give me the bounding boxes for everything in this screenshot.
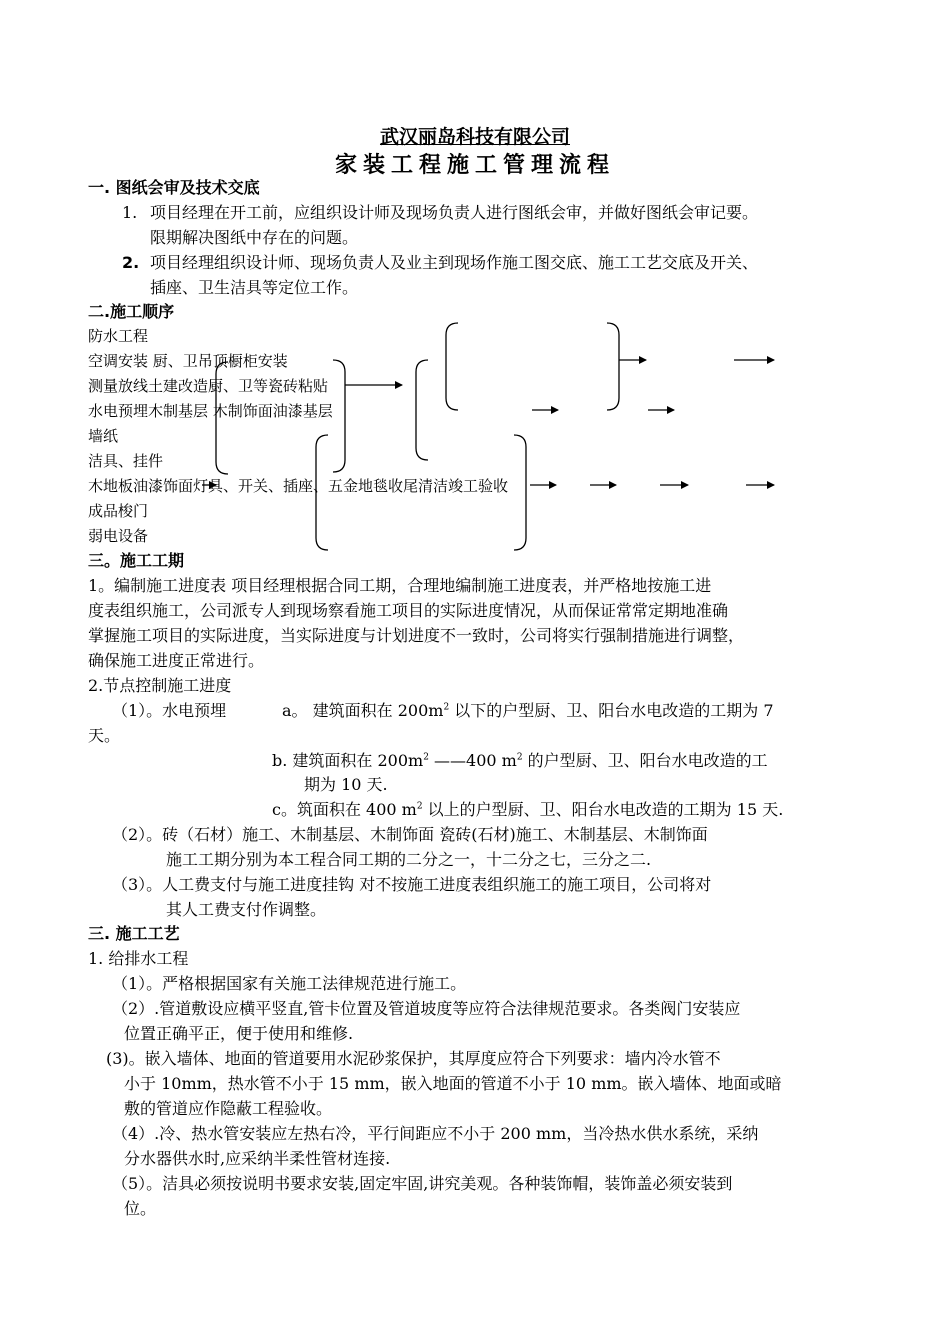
subsection-title: 1. 给排水工程 [88, 949, 189, 968]
node-3-text: （3）。人工费支付与施工进度挂钩 对不按施工进度表组织施工的施工项目，公司将对 [112, 875, 712, 894]
node-1-item-a: a。 建筑面积在 $200m^2$ 以下的户型厨、卫、阳台水电改造的工期为 7 [282, 701, 774, 720]
section-2-heading: 二.施工顺序 [88, 302, 175, 321]
section-3-heading: 三。施工工期 [88, 551, 185, 570]
schedule-paragraph-cont: 掌握施工项目的实际进度，当实际进度与计划进度不一致时，公司将实行强制措施进行调整， [88, 626, 745, 645]
node-2-text-cont: 施工工期分别为本工程合同工期的二分之一，十二分之七，三分之二. [166, 850, 652, 869]
sequence-line: 防水工程 [88, 327, 149, 345]
schedule-paragraph: 1。编制施工进度表 项目经理根据合同工期，合理地编制施工进度表，并严格地按施工进 [88, 576, 712, 595]
section-1-item-1-text: 项目经理在开工前，应组织设计师及现场负责人进行图纸会审，并做好图纸会审记要。 [150, 203, 759, 222]
sequence-line: 木地板油漆饰面灯具、开关、插座、五金地毯收尾清洁竣工验收 [88, 477, 509, 495]
section-1-item-2-text: 项目经理组织设计师、现场负责人及业主到现场作施工图交底、施工工艺交底及开关、 [150, 253, 759, 272]
schedule-paragraph-cont: 度表组织施工，公司派专人到现场察看施工项目的实际进度情况，从而保证常常定期地准确 [88, 601, 729, 620]
node-1-item-c: c。筑面积在 400 $m^2$ 以上的户型厨、卫、阳台水电改造的工期为 15 天. [272, 800, 784, 819]
document-title: 家装工程施工管理流程 [334, 153, 615, 178]
sequence-line: 测量放线土建改造厨、卫等瓷砖粘贴 [88, 377, 329, 395]
node-1-label: （1）。水电预埋 [112, 701, 227, 720]
node-1-item-a-cont: 天。 [88, 726, 121, 745]
section-1-item-1-text-cont: 限期解决图纸中存在的问题。 [150, 228, 359, 247]
node-2-text: （2）。砖（石材）施工、木制基层、木制饰面 瓷砖(石材)施工、木制基层、木制饰面 [112, 825, 708, 844]
flow-bracket [607, 323, 619, 410]
section-1-item-2-text-cont: 插座、卫生洁具等定位工作。 [150, 278, 359, 297]
flow-bracket [316, 435, 328, 550]
sequence-line: 成品梭门 [88, 502, 149, 520]
sequence-flow-diagram [0, 0, 950, 560]
flow-bracket [416, 360, 428, 460]
craft-item-2-cont: 位置正确平正，便于使用和维修. [124, 1024, 354, 1043]
node-1-item-b-cont: 期为 10 天. [304, 775, 388, 794]
company-name: 武汉丽岛科技有限公司 [379, 126, 570, 148]
flow-bracket [514, 435, 526, 550]
craft-item-2: （2）.管道敷设应横平竖直,管卡位置及管道坡度等应符合法律规范要求。各类阀门安装应 [112, 999, 741, 1018]
section-1-heading: 一. 图纸会审及技术交底 [88, 178, 260, 197]
craft-item-1: （1）。严格根据国家有关施工法律规范进行施工。 [112, 974, 467, 993]
craft-item-4-cont: 分水器供水时,应采纳半柔性管材连接. [124, 1149, 391, 1168]
craft-item-3-cont: 小于 10mm，热水管不小于 15 mm，嵌入地面的管道不小于 10 mm。嵌入墙体、地面或暗 [124, 1074, 782, 1093]
node-1-item-b: b. 建筑面积在 $200m^2$ ——400 $m^2$ 的户型厨、卫、阳台水电改造的工 [272, 751, 768, 770]
craft-item-4: （4）.冷、热水管安装应左热右冷，平行间距应不小于 200 mm，当冷热水供水系统，采纳 [112, 1124, 759, 1143]
node-3-text-cont: 其人工费支付作调整。 [166, 900, 327, 919]
section-1-item-1-number: 1. [122, 203, 138, 222]
section-1-item-2-number: 2. [122, 253, 140, 272]
node-control-title: 2.节点控制施工进度 [88, 676, 232, 695]
sequence-line: 水电预埋木制基层 木制饰面油漆基层 [88, 402, 333, 420]
section-4-heading: 三. 施工工艺 [88, 924, 180, 943]
craft-item-5: （5）。洁具必须按说明书要求安装,固定牢固,讲究美观。各种装饰帽，装饰盖必须安装到 [112, 1174, 733, 1193]
flow-bracket [333, 360, 345, 472]
sequence-line: 洁具、挂件 [88, 452, 164, 470]
flow-bracket [216, 362, 228, 474]
schedule-paragraph-cont: 确保施工进度正常进行。 [88, 651, 265, 670]
craft-item-3: (3)。嵌入墙体、地面的管道要用水泥砂浆保护，其厚度应符合下列要求：墙内冷水管不 [106, 1049, 721, 1068]
sequence-line: 空调安装 厨、卫吊顶橱柜安装 [88, 352, 288, 370]
craft-item-5-cont: 位。 [124, 1199, 157, 1218]
sequence-line: 弱电设备 [88, 527, 149, 545]
craft-item-3-cont: 敷的管道应作隐蔽工程验收。 [124, 1099, 333, 1118]
sequence-line: 墙纸 [88, 427, 119, 445]
flow-bracket [446, 323, 458, 410]
